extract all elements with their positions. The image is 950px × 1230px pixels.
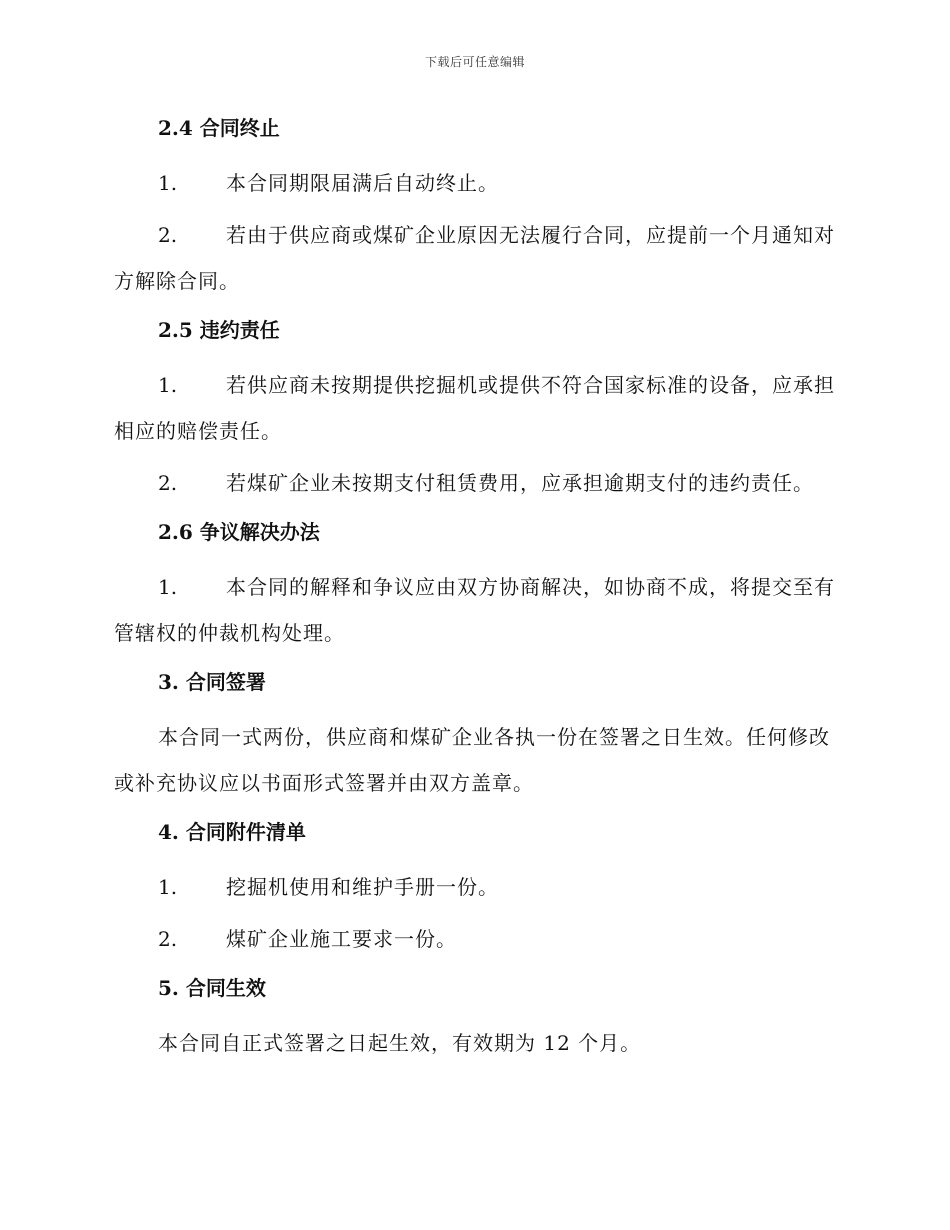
list-item <box>114 362 836 454</box>
list-item <box>114 564 836 656</box>
list-item <box>114 460 836 506</box>
list-item-number: 1. <box>158 575 178 599</box>
list-item-number: 2. <box>158 927 178 951</box>
list-item <box>114 864 836 910</box>
list-item <box>114 916 836 962</box>
page-header: 下载后可任意编辑 <box>424 55 525 69</box>
list-item-text: 本合同的解释和争议应由双方协商解决，如协商不成，将提交至有管辖权的仲裁机构处理。 <box>114 575 835 645</box>
list-item-text: 挖掘机使用和维护手册一份。 <box>226 875 499 899</box>
list-item-number: 2. <box>158 223 178 247</box>
list-item <box>114 160 836 206</box>
list-item-text: 若煤矿企业未按期支付租赁费用，应承担逾期支付的违约责任。 <box>226 471 814 495</box>
section-heading-2-4: 2.4 合同终止 <box>158 116 280 140</box>
list-item-text: 若由于供应商或煤矿企业原因无法履行合同，应提前一个月通知对方解除合同。 <box>114 223 835 293</box>
list-item-number: 1. <box>158 373 178 397</box>
section-heading-3: 3. 合同签署 <box>158 670 266 694</box>
section-heading-4: 4. 合同附件清单 <box>158 820 306 844</box>
section-heading-2-6: 2.6 争议解决办法 <box>158 520 320 544</box>
list-item-number: 1. <box>158 875 178 899</box>
list-item-number: 1. <box>158 171 178 195</box>
list-item-number: 2. <box>158 471 178 495</box>
list-item-text: 煤矿企业施工要求一份。 <box>226 927 457 951</box>
list-item <box>114 212 836 304</box>
section-paragraph-5: 本合同自正式签署之日起生效，有效期为 12 个月。 <box>158 1031 642 1055</box>
section-heading-2-5: 2.5 违约责任 <box>158 318 280 342</box>
list-item-text: 若供应商未按期提供挖掘机或提供不符合国家标准的设备，应承担相应的赔偿责任。 <box>114 373 835 443</box>
list-item-text: 本合同期限届满后自动终止。 <box>226 171 499 195</box>
section-heading-5: 5. 合同生效 <box>158 976 266 1000</box>
section-paragraph-3: 本合同一式两份，供应商和煤矿企业各执一份在签署之日生效。任何修改或补充协议应以书面形式签署并由双方盖章。 <box>114 725 830 795</box>
document-body <box>114 108 836 1072</box>
